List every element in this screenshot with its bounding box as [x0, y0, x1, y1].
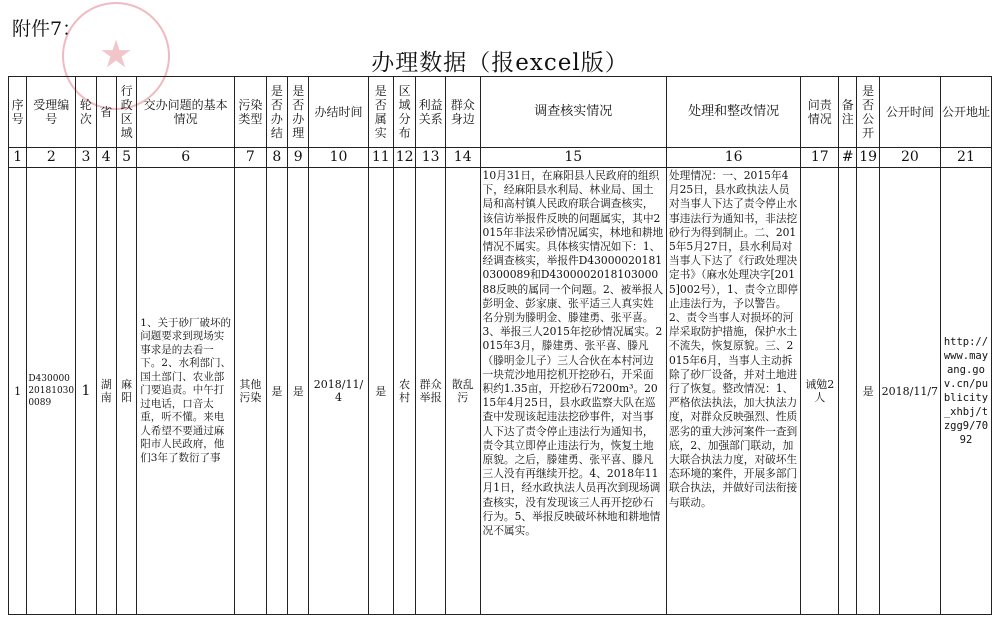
table-row: [9, 168, 992, 615]
column-number: 13: [416, 148, 446, 168]
investigation-cell: 10月31日，在麻阳县人民政府的组织下，经麻阳县水利局、林业局、国土局和高村镇人民政府联合调查核实，该信访举报件反映的问题属实，其中2015年非法采砂情况属实，林地和耕地情况不属实。具体核实情况如下：1、经调查核实，举报件D430000201810300089和D430000201810300088反映的属同一个问题。2、被举报人彭明金、彭家康、张平适三人真实姓名分别为滕明金、滕建勇、张平喜。3、举报三人2015年挖砂情况属实。2015年3月，滕建勇、张平喜、滕凡（滕明金儿子）三人合伙在本村河边一块荒沙地用挖机开挖砂石，开采面积约1.35亩，开挖砂石7200m³。2015年4月25日，县水政监察大队在巡查中发现该起违法挖砂事件，对当事人下达了责令停止违法行为通知书，责令其立即停止违法行为，恢复土地原貌。之后，滕建勇、张平喜、滕凡三人没有再继续开挖。4、2018年11月1日，经水政执法人员再次到现场调查核实，没有发现该三人再开挖砂石行为。5、举报反映破坏林地和耕地情况不属实。: [480, 168, 666, 615]
column-number: 21: [940, 148, 991, 168]
header-cell: 是否办理: [288, 77, 309, 148]
header-cell: 污染类型: [235, 77, 267, 148]
column-number: 14: [445, 148, 480, 168]
basic-info-cell: 1、关于砂厂破坏的问题要求到现场实事求是的去看一下。2、水利部门、国土部门、农业部门要追责。中午打过电话，口音太重，听不懂。来电人希望不要通过麻阳市人民政府，他们3年了数衍了事: [137, 168, 235, 615]
column-number: 16: [666, 148, 800, 168]
accountability-cell: 诫勉2人: [801, 168, 839, 615]
attachment-label: 附件7：: [12, 18, 82, 40]
publish-date-cell: 2018/11/7: [879, 168, 940, 615]
column-number: #: [839, 148, 857, 168]
header-cell: 问责情况: [801, 77, 839, 148]
header-cell: 行政区域: [116, 77, 136, 148]
seq-cell: 1: [9, 168, 27, 615]
publish-url-cell: http://www.mayang.gov.cn/publicity_xhbj/tzgg9/7092: [940, 168, 991, 615]
seal-star-icon: ★: [98, 32, 134, 76]
column-number: 17: [801, 148, 839, 168]
handling-cell: 处理情况：一、2015年4月25日，县水政执法人员对当事人下达了责令停止水事违法行为通知书，非法挖砂行为得到制止。二、2015年5月27日，县水利局对当事人下达了《行政处理决定书》（麻水处理决字[2015]002号），1、责令立即停止违法行为，予以警告。2、责令当事人对损坏的河岸采取防护措施，保护水土不流失，恢复原貌。三、2015年6月，当事人主动拆除了砂厂设备，并对土地进行了恢复。整改情况：1、严格依法执法，加大执法力度，对群众反映强烈、性质恶劣的重大涉河案件一查到底，2、加强部门联动，加大联合执法力度，对破坏生态环境的案件，开展多部门联合执法，并做好司法衔接与联动。: [666, 168, 800, 615]
column-number: 4: [96, 148, 116, 168]
header-cell: 区域分布: [393, 77, 415, 148]
column-number: 6: [137, 148, 235, 168]
header-cell: 利益关系: [416, 77, 446, 148]
data-table: [8, 76, 992, 615]
header-cell: 调查核实情况: [480, 77, 666, 148]
page-title: 办理数据（报excel版）: [371, 50, 629, 76]
header-cell: 交办问题的基本情况: [137, 77, 235, 148]
column-number: 10: [309, 148, 368, 168]
round-cell: 1: [76, 168, 96, 615]
column-number: 11: [368, 148, 393, 168]
header-cell: 备注: [839, 77, 857, 148]
pollution-type-cell: 其他污染: [235, 168, 267, 615]
header-cell: 群众身边: [445, 77, 480, 148]
column-number: 1: [9, 148, 27, 168]
header-cell: 省: [96, 77, 116, 148]
column-number: 3: [76, 148, 96, 168]
close-date-cell: 2018/11/4: [309, 168, 368, 615]
is-public-cell: 是: [857, 168, 879, 615]
header-cell: 轮次: [76, 77, 96, 148]
header-cell: 序号: [9, 77, 27, 148]
is-true-cell: 是: [368, 168, 393, 615]
region-cell: 农村: [393, 168, 415, 615]
column-number: 19: [857, 148, 879, 168]
header-cell: 公开地址: [940, 77, 991, 148]
column-number: 8: [266, 148, 287, 168]
column-number: 9: [288, 148, 309, 168]
header-cell: 是否属实: [368, 77, 393, 148]
column-number-row: [9, 148, 992, 168]
interest-cell: 群众举报: [416, 168, 446, 615]
column-number: 20: [879, 148, 940, 168]
is-handled-cell: 是: [288, 168, 309, 615]
column-number: 12: [393, 148, 415, 168]
district-cell: 麻阳: [116, 168, 136, 615]
column-number: 7: [235, 148, 267, 168]
is-closed-cell: 是: [266, 168, 287, 615]
header-cell: 处理和整改情况: [666, 77, 800, 148]
column-number: 5: [116, 148, 136, 168]
remark-cell: [839, 168, 857, 615]
nearby-cell: 散乱污: [445, 168, 480, 615]
header-cell: 公开时间: [879, 77, 940, 148]
accept-no-cell: D430000201810300089: [27, 168, 76, 615]
column-number: 15: [480, 148, 666, 168]
column-number: 2: [27, 148, 76, 168]
header-cell: 受理编号: [27, 77, 76, 148]
header-cell: 是否办结: [266, 77, 287, 148]
header-cell: 是否公开: [857, 77, 879, 148]
header-row: [9, 77, 992, 148]
header-cell: 办结时间: [309, 77, 368, 148]
province-cell: 湖南: [96, 168, 116, 615]
